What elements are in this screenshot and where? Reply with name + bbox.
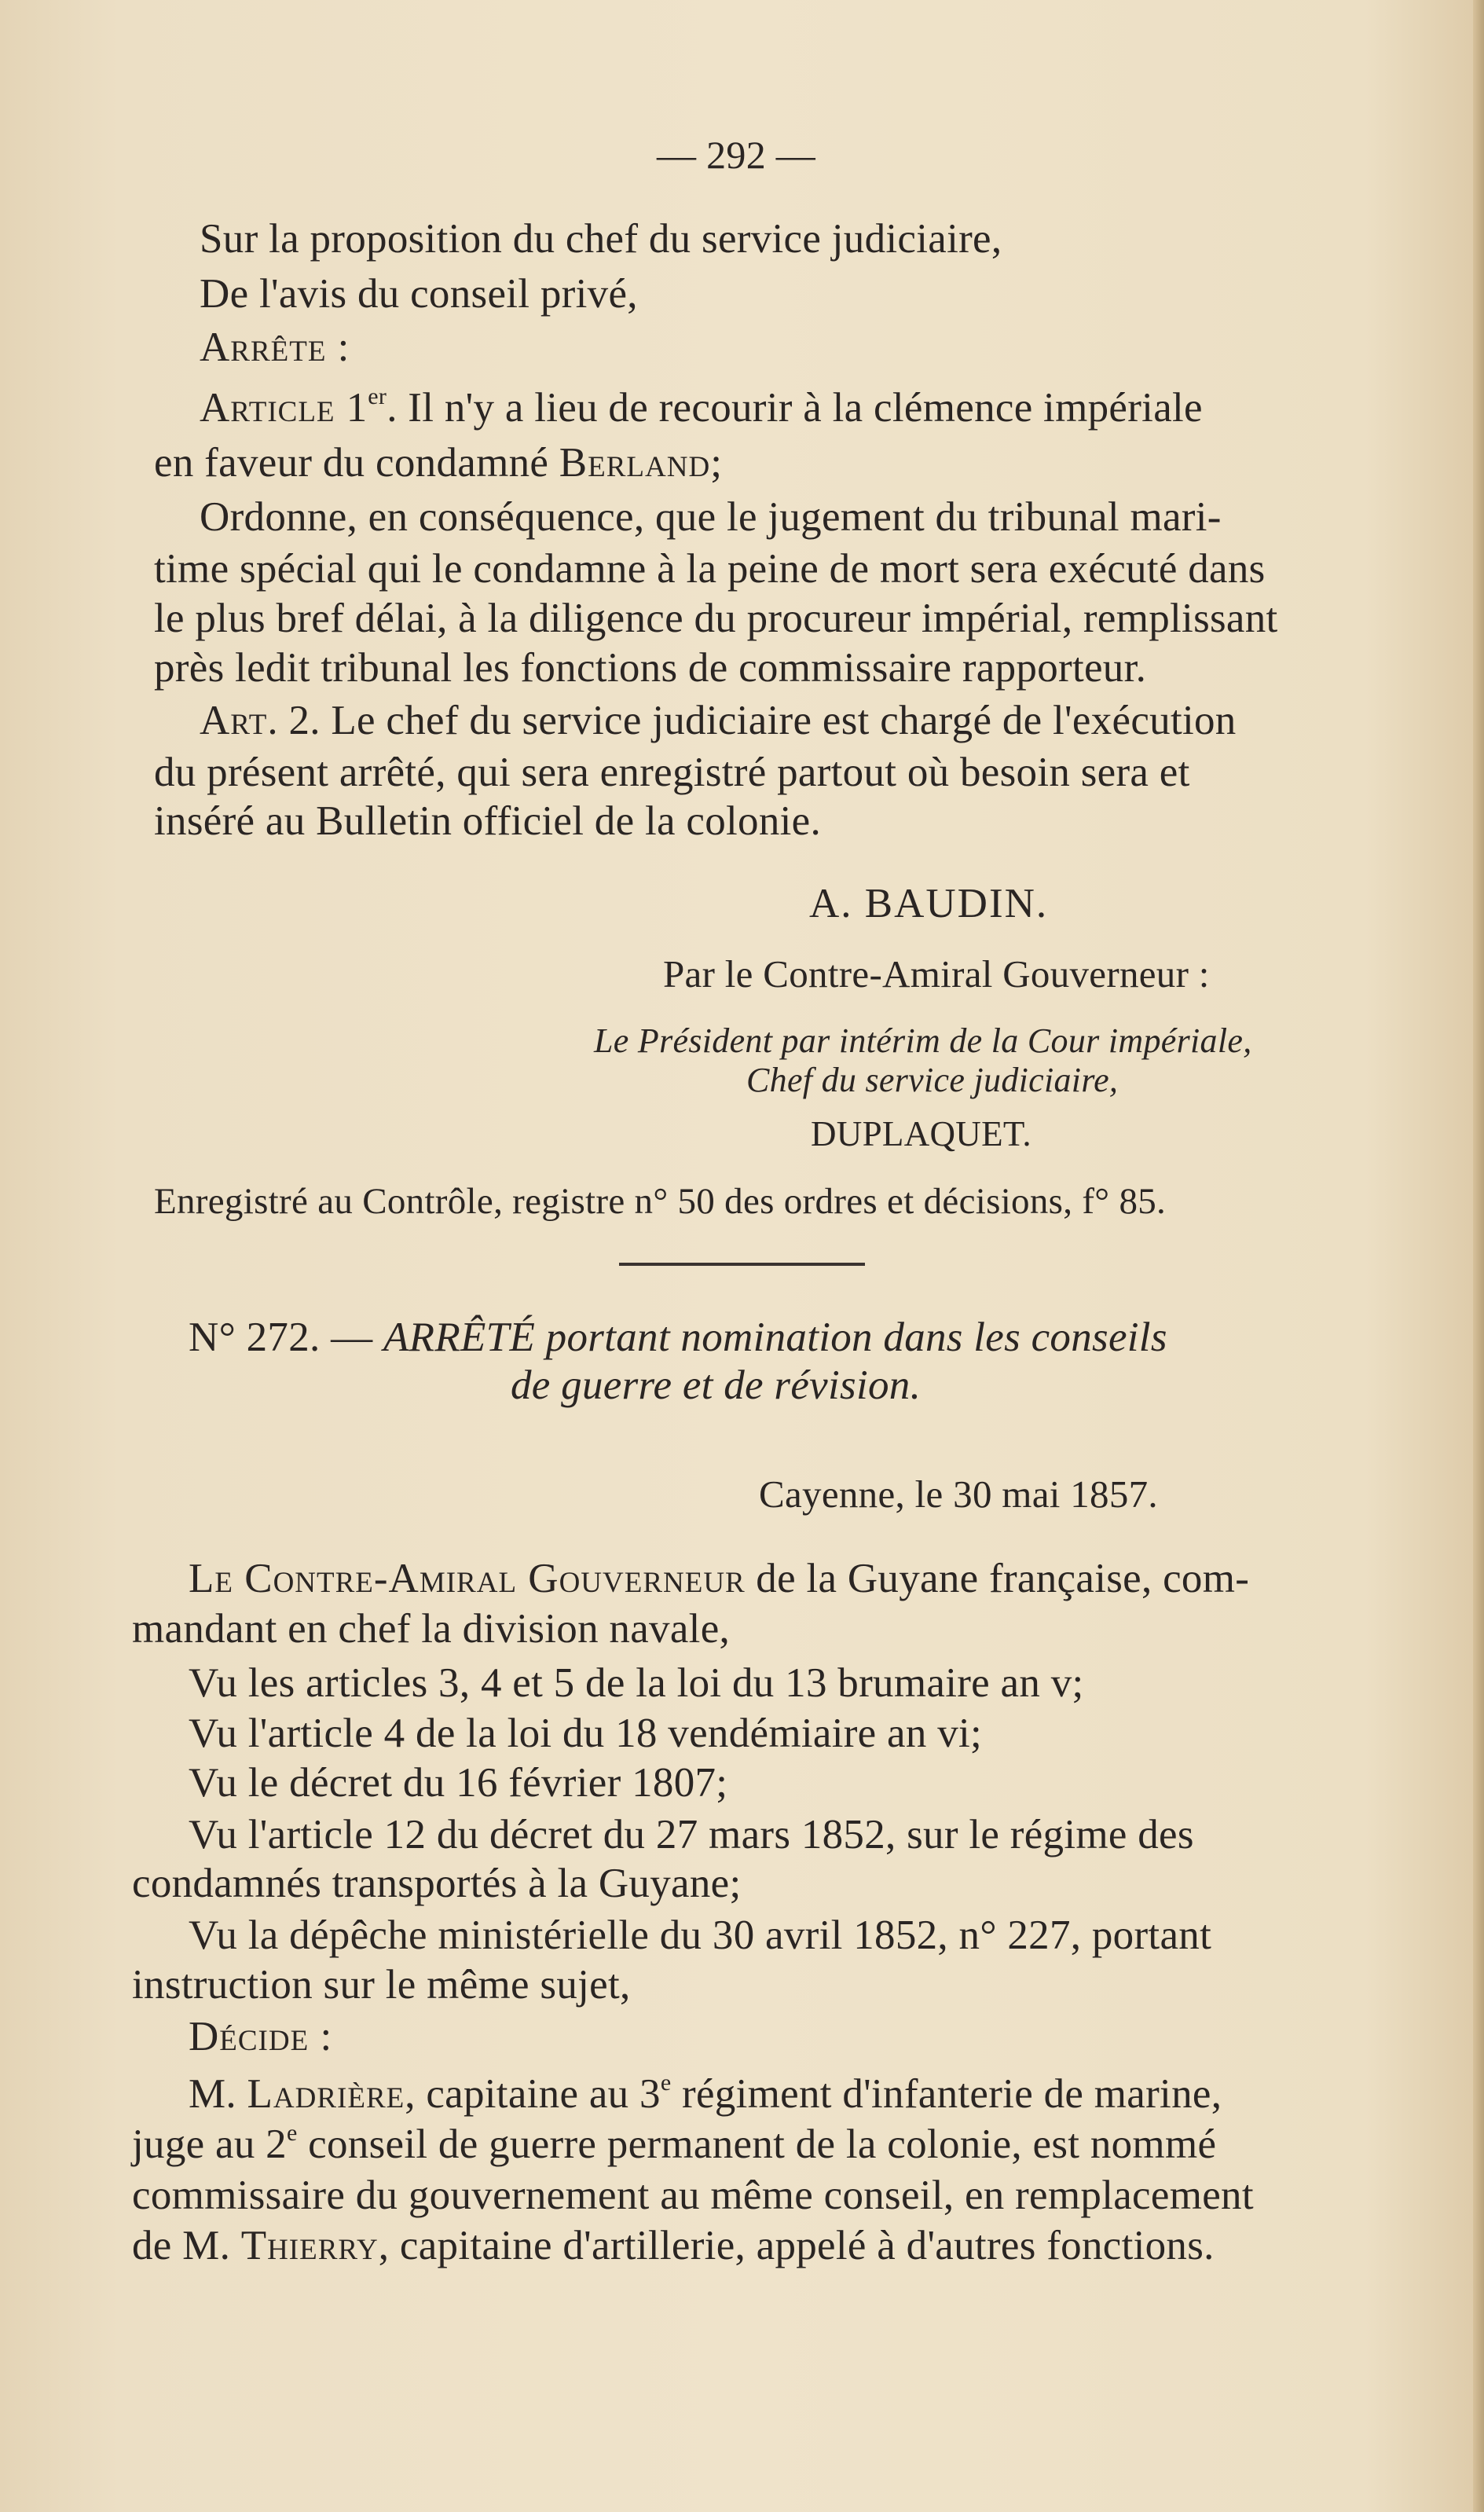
article-1-line-2 xyxy=(154,438,722,488)
article-label: Article 1 xyxy=(200,385,368,431)
text-line: commissaire du gouvernement au même conseil, en remplacement xyxy=(132,2173,1254,2218)
arrete-number: N° 272. — xyxy=(189,1315,383,1360)
name-berland: Berland xyxy=(559,440,711,486)
text-line: De l'avis du conseil privé, xyxy=(200,271,638,317)
vu-line: Vu la dépêche ministérielle du 30 avril 1852, n° 227, portant xyxy=(189,1912,1212,1958)
superscript: e xyxy=(286,2120,298,2146)
arrete-272-heading xyxy=(189,1312,1167,1362)
nomination-line-2 xyxy=(132,2119,1216,2169)
nomination-line-1 xyxy=(189,2069,1222,2119)
vu-line: instruction sur le même sujet, xyxy=(132,1962,631,2008)
text-line: le plus bref délai, à la diligence du procureur impérial, remplissant xyxy=(154,596,1278,641)
text-fragment: , capitaine d'artillerie, appelé à d'autres fonctions. xyxy=(378,2223,1215,2268)
text-line: mandant en chef la division navale, xyxy=(132,1606,731,1652)
article-2-line xyxy=(200,695,1237,746)
text-fragment: régiment d'infanterie de marine, xyxy=(671,2071,1222,2117)
section-divider xyxy=(619,1263,865,1266)
text-fragment: , capitaine au 3 xyxy=(405,2071,661,2117)
name-ladriere: Ladrière xyxy=(247,2071,405,2117)
text-fragment: en faveur du condamné xyxy=(154,440,559,486)
superscript: er xyxy=(368,383,387,409)
nomination-line-4 xyxy=(132,2220,1215,2271)
text-line: du présent arrêté, qui sera enregistré partout où besoin sera et xyxy=(154,750,1190,795)
article-text: . Il n'y a lieu de recourir à la clémence impériale xyxy=(387,385,1203,431)
text-fragment: juge au 2 xyxy=(132,2121,287,2167)
text-line: près ledit tribunal les fonctions de commissaire rapporteur. xyxy=(154,645,1147,691)
enregistre-line: Enregistré au Contrôle, registre n° 50 des ordres et décisions, f° 85. xyxy=(154,1181,1167,1222)
signature-par: Par le Contre-Amiral Gouverneur : xyxy=(663,952,1210,996)
text-fragment: de M. xyxy=(132,2223,241,2268)
signature-duplaquet: DUPLAQUET. xyxy=(811,1114,1031,1153)
vu-line: Vu l'article 4 de la loi du 18 vendémiaire an vi; xyxy=(189,1711,983,1756)
superscript: e xyxy=(660,2070,672,2096)
vu-line: Vu le décret du 16 février 1807; xyxy=(189,1760,728,1806)
name-thierry: Thierry xyxy=(240,2223,379,2268)
text-line: time spécial qui le condamne à la peine de mort sera exécuté dans xyxy=(154,546,1266,592)
vu-line: condamnés transportés à la Guyane; xyxy=(132,1861,742,1906)
text-fragment: de la Guyane française, com- xyxy=(745,1556,1250,1601)
signature-role-1: Le Président par intérim de la Cour impériale, xyxy=(594,1021,1252,1060)
signature-baudin: A. BAUDIN. xyxy=(809,881,1049,926)
page-number: — 292 — xyxy=(657,133,816,177)
arrete-title: ARRÊTÉ portant nomination dans les conseils xyxy=(383,1315,1167,1360)
arrete-title-2: de guerre et de révision. xyxy=(511,1362,922,1408)
arrete-label: Arrête : xyxy=(200,325,350,370)
text-fragment: ; xyxy=(710,440,723,486)
text-line: Sur la proposition du chef du service judiciaire, xyxy=(200,216,1002,262)
article-text: . 2. Le chef du service judiciaire est chargé de l'exécution xyxy=(267,698,1237,743)
preamble-title: Le Contre-Amiral Gouverneur xyxy=(189,1556,746,1601)
article-label: Art xyxy=(200,698,268,743)
date-line: Cayenne, le 30 mai 1857. xyxy=(759,1472,1158,1516)
preamble-line-1 xyxy=(189,1553,1249,1604)
text-fragment: conseil de guerre permanent de la colonie, est nommé xyxy=(297,2121,1217,2167)
signature-role-2: Chef du service judiciaire, xyxy=(746,1061,1119,1099)
article-1-line xyxy=(200,383,1203,433)
page-edge xyxy=(1473,0,1484,2512)
decide-label: Décide : xyxy=(189,2014,333,2059)
text-fragment: M. xyxy=(189,2071,247,2117)
text-line: Ordonne, en conséquence, que le jugement du tribunal mari- xyxy=(200,494,1222,540)
vu-line: Vu les articles 3, 4 et 5 de la loi du 13 brumaire an v; xyxy=(189,1660,1084,1706)
vu-line: Vu l'article 12 du décret du 27 mars 1852, sur le régime des xyxy=(189,1812,1194,1857)
text-line: inséré au Bulletin officiel de la colonie. xyxy=(154,798,822,844)
